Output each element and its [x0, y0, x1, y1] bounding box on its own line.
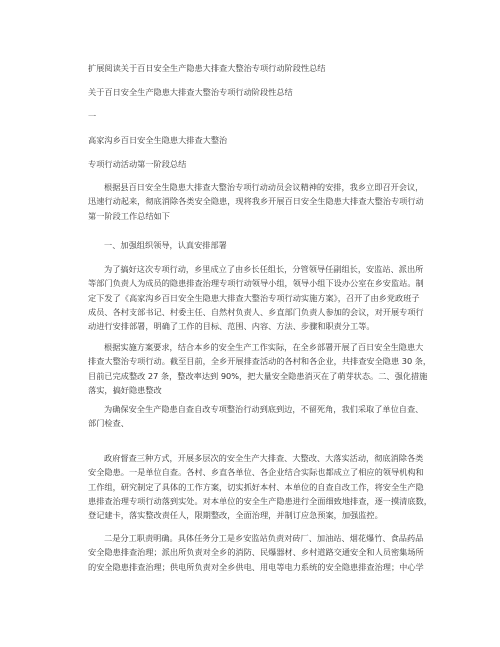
extended-reading-title: 扩展阅读关于百日安全生产隐患大排查大整治专项行动阶段性总结 — [88, 63, 326, 73]
section-number: 一 — [88, 111, 97, 121]
progress-paragraph — [88, 340, 440, 397]
text-line: 安全隐患排查治理；派出所负责对全乡的消防、民爆器材、乡村道路交通安全和人员密集场所 — [88, 547, 424, 558]
organization-title: 高家沟乡百日安全生隐患大排查大整治 — [88, 135, 228, 145]
text-line: 根据实施方案要求，结合本乡的安全生产工作实际，在全乡部署开展了百日安全生隐患大 — [104, 342, 424, 352]
document-title: 关于百日安全生产隐患大排查大整治专项行动阶段性总结 — [88, 87, 293, 97]
measures-paragraph — [88, 402, 440, 431]
text-line: 二是分工职责明确。具体任务分工是乡安监站负责对砖厂、加油站、烟花爆竹、食品药品 — [104, 533, 424, 543]
text-line: 为了搞好这次专项行动，乡里成立了由乡长任组长，分管领导任副组长，安监站、派出所 — [104, 264, 424, 274]
text-line: 等部门负责人为成员的隐患排查治理专项行动领导小组，领导小组下设办公室在乡安监站。制 — [88, 278, 424, 289]
text-line: 患排查治理专项行动落到实处。对本单位的安全生产隐患进行全面细致地排查，逐一摸清底数， — [88, 495, 432, 506]
text-line: 目前已完成整改 27 条，整改率达到 90%，把大量安全隐患消灭在了萌芽状态。二、强化措施 — [88, 370, 428, 381]
text-line: 部门检查、 — [88, 418, 129, 429]
text-line: 根据县百日安全生隐患大排查大整治专项行动动员会议精神的安排，我乡立即召开会议， — [104, 182, 424, 192]
inspection-paragraph — [88, 451, 440, 522]
text-line: 为确保安全生产隐患自查自改专项整治行动到底到边，不留死角，我们采取了单位自查、 — [104, 404, 424, 414]
text-line: 定下发了《高家沟乡百日安全生隐患大排查大整治专项行动实施方案》，召开了由乡党政班子 — [88, 292, 420, 303]
organization-paragraph — [88, 262, 440, 333]
text-line: 排查大整治专项行动。截至目前，全乡开展排查活动的各村和各企业，共排查安全隐患 30 条， — [88, 356, 432, 367]
text-line: 落实，搞好隐患整改 — [88, 384, 162, 395]
text-line: 工作组，研究制定了具体的工作方案，切实抓好本村、本单位的自查自改工作，将安全生产隐 — [88, 481, 424, 492]
text-line: 政府督查三种方式，开展多层次的安全生产大排查、大整改、大落实活动，彻底消除各类 — [104, 453, 424, 463]
section-heading: 一、加强组织领导，认真安排部署 — [104, 240, 227, 250]
responsibility-paragraph — [88, 531, 440, 574]
text-line: 登记建卡，落实整改责任人，限期整改，全面治理，并制订应急预案，加强监控。 — [88, 510, 383, 521]
text-line: 安全隐患。一是单位自查。各村、乡直各单位、各企业结合实际也都成立了相应的领导机构和 — [88, 467, 424, 478]
text-line: 成员、各村支部书记、村委主任、自然村负责人、乡直部门负责人参加的会议，对开展专项行 — [88, 306, 424, 317]
text-line: 第一阶段工作总结如下 — [88, 210, 170, 221]
text-line: 的安全隐患排查治理；供电所负责对全乡供电、用电等电力系统的安全隐患排查治理；中心学 — [88, 561, 424, 572]
summary-subtitle: 专项行动活动第一阶段总结 — [88, 159, 187, 169]
text-line: 迅速行动起来，彻底消除各类安全隐患，现将我乡开展百日安全生隐患大排查大整治专项行动 — [88, 196, 424, 207]
intro-paragraph — [88, 180, 440, 223]
text-line: 动进行安排部署，明确了工作的目标、范围、内容、方法、步骤和职责分工等。 — [88, 321, 375, 332]
